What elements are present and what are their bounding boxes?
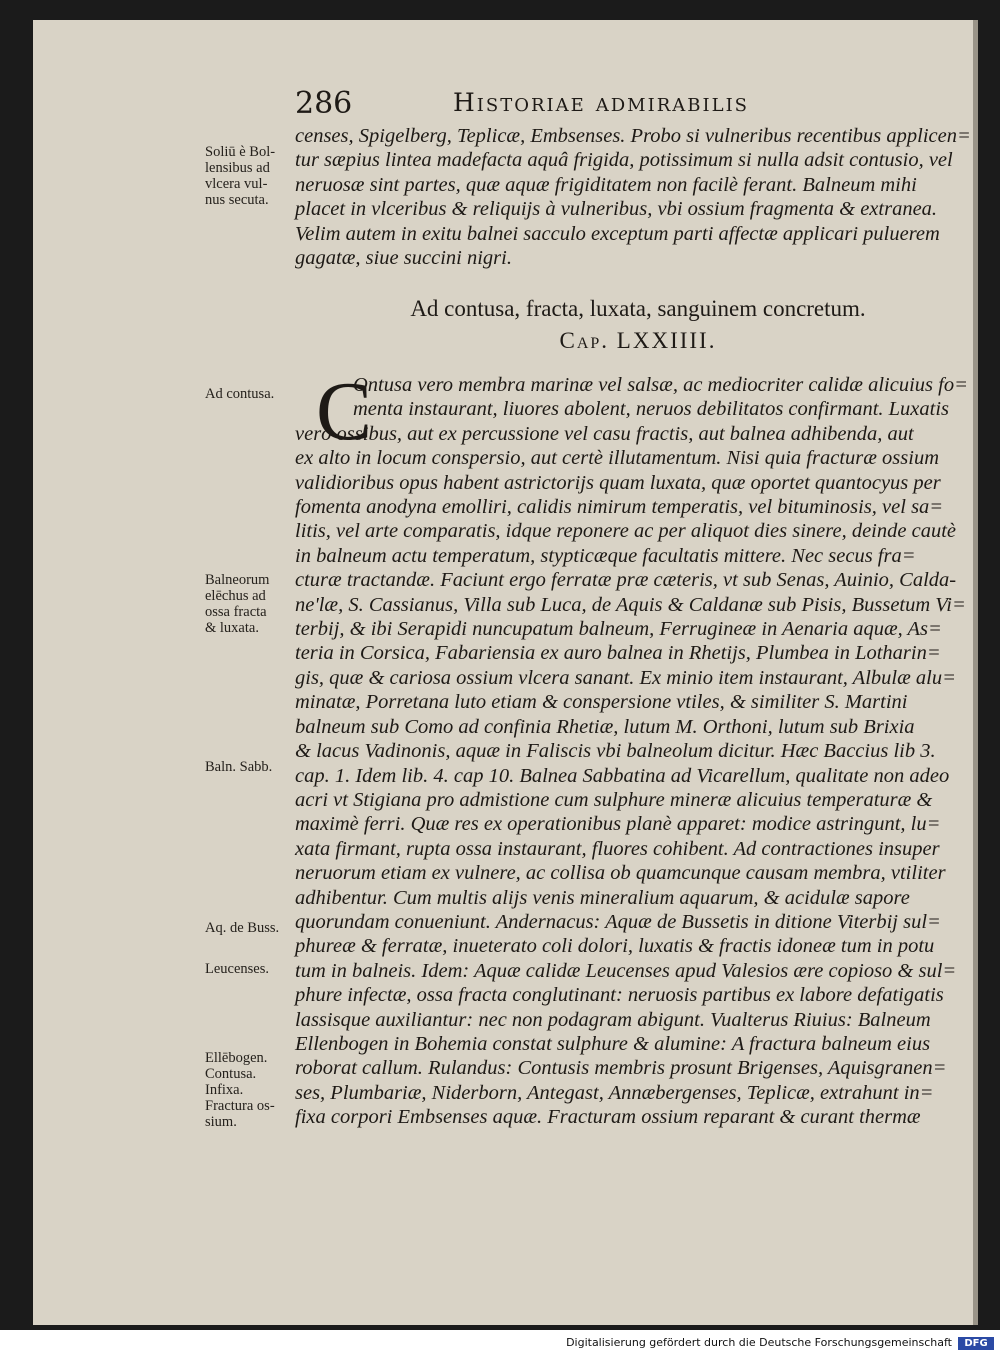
margin-note-ad-contusa bbox=[205, 386, 305, 402]
text-line: gagatæ, siue succini nigri. bbox=[295, 247, 512, 270]
margin-line: Ad contusa. bbox=[205, 386, 275, 402]
text-line: cap. 1. Idem lib. 4. cap 10. Balnea Sabbatina ad Vicarellum, qualitate non adeo bbox=[295, 764, 950, 787]
chapter-heading: Ad contusa, fracta, luxata, sanguinem concretum. bbox=[410, 296, 866, 321]
text-line: gis, quæ & cariosa ossium vlcera sanant. Ex minio item instaurant, Albulæ alu= bbox=[295, 666, 956, 689]
running-title: Historiae admirabilis bbox=[453, 88, 750, 117]
text-line: cturæ tractandæ. Faciunt ergo ferratæ præ cæteris, vt sub Senas, Auinio, Calda- bbox=[295, 569, 957, 592]
text-line: Velim autem in exitu balnei sacculo exceptum parti affectæ applicari puluerem bbox=[295, 222, 940, 245]
margin-line: Balneorum bbox=[205, 572, 270, 588]
text-line: Ontusa vero membra marinæ vel salsæ, ac mediocriter calidæ alicuius fo= bbox=[353, 374, 968, 396]
text-line: verò ossibus, aut ex percussione vel casu fractis, aut balnea adhibenda, aut bbox=[295, 422, 914, 445]
footer-credit: Digitalisierung gefördert durch die Deutsche Forschungsgemeinschaft bbox=[566, 1336, 952, 1349]
margin-line: Fractura os- bbox=[205, 1098, 275, 1114]
margin-note-solium bbox=[205, 144, 305, 208]
margin-line: vlcera vul- bbox=[205, 176, 268, 192]
text-line: teria in Corsica, Fabariensia ex auro balnea in Rhetijs, Plumbea in Lotharin= bbox=[295, 642, 941, 665]
text-line: ses, Plumbariæ, Niderborn, Antegast, Annæbergenses, Teplicæ, extrahunt in= bbox=[295, 1081, 934, 1104]
book-page bbox=[33, 20, 973, 1325]
text-line: neruorum etiam ex vulnere, ac collisa ob quamcunque causam membra, vtiliter bbox=[295, 862, 946, 885]
text-line: balneum sub Como ad confinia Rhetiæ, lutum M. Orthoni, lutum sub Brixia bbox=[295, 715, 915, 738]
text-line: terbij, & ibi Serapidi nuncupatum balneum, Ferrugineæ in Aenaria aquæ, As= bbox=[295, 618, 942, 641]
text-line: in balneum actu temperatum, stypticæque facultatis mittere. Nec secus fra= bbox=[295, 544, 916, 567]
text-line: tum in balneis. Idem: Aquæ calidæ Leucenses apud Valesios ære copioso & sul= bbox=[295, 959, 957, 982]
margin-line: elēchus ad bbox=[205, 588, 266, 604]
text-line: validioribus opus habent astrictorijs quam luxata, quæ oportet quantocyus per bbox=[295, 471, 941, 494]
drop-cap: C bbox=[316, 365, 373, 458]
text-line: tur sæpius lintea madefacta aquâ frigida, potissimum si nulla adsit contusio, vel bbox=[295, 149, 953, 172]
text-line: lassisque auxiliantur: nec non podagram abigunt. Vualterus Riuius: Balneum bbox=[295, 1008, 931, 1031]
margin-line: & luxata. bbox=[205, 620, 259, 636]
text-line: phureæ & ferratæ, inueterato coli dolori, luxatis & fractis idoneæ tum in potu bbox=[295, 935, 935, 958]
margin-line: Aq. de Buss. bbox=[205, 920, 280, 936]
margin-note-balneorum bbox=[205, 572, 305, 636]
text-line: xata firmant, rupta ossa instaurant, fluores cohibent. Ad contractiones insuper bbox=[295, 837, 940, 860]
text-line: neruosæ sint partes, quæ aquæ frigiditatem non facilè ferant. Balneum mihi bbox=[295, 173, 917, 196]
margin-note-baln-sabb bbox=[205, 759, 305, 775]
chapter-body bbox=[295, 373, 968, 1130]
text-line: phure infectæ, ossa fracta conglutinant: neruosis partibus ex labore defatigatis bbox=[295, 984, 944, 1007]
margin-note-aq-de-buss bbox=[205, 920, 305, 936]
margin-note-leucenses bbox=[205, 961, 305, 977]
dfg-logo: DFG bbox=[958, 1337, 994, 1350]
text-line: menta instaurant, liuores abolent, neruos debilitatos confirmant. Luxatis bbox=[353, 398, 950, 421]
margin-line: lensibus ad bbox=[205, 160, 270, 176]
text-line: fomenta anodyna emolliri, calidis nimirum temperatis, vel bituminosis, vel sa= bbox=[295, 496, 944, 519]
text-line: minatæ, Porretana luto etiam & conspersione vtiles, & similiter S. Martini bbox=[295, 691, 908, 714]
text-line: maximè ferri. Quæ res ex operationibus planè apparet: modice astringunt, lu= bbox=[295, 813, 941, 836]
footer-bar bbox=[0, 1334, 1000, 1353]
text-line: censes, Spigelberg, Teplicæ, Embsenses. Probo si vulneribus recentibus applicen= bbox=[295, 125, 971, 147]
text-line: litis, vel arte comparatis, idque reponere ac per aliquot dies sinere, deinde cautè bbox=[295, 520, 956, 543]
margin-line: sium. bbox=[205, 1114, 237, 1130]
margin-line: Contusa. bbox=[205, 1066, 257, 1082]
margin-line: nus secuta. bbox=[205, 192, 269, 208]
text-line: adhibentur. Cum multis alijs venis mineralium aquarum, & acidulæ sapore bbox=[295, 886, 910, 909]
text-line: placet in vlceribus & reliquijs à vulneribus, vbi ossium fragmenta & extranea. bbox=[295, 198, 938, 221]
page-number: 286 bbox=[295, 86, 353, 121]
text-line: ne'læ, S. Cassianus, Villa sub Luca, de Aquis & Caldanæ sub Pisis, Bussetum Vi= bbox=[295, 593, 966, 616]
margin-line: Ellēbogen. bbox=[205, 1050, 268, 1066]
text-line: Ellenbogen in Bohemia constat sulphure & alumine: A fractura balneum eius bbox=[295, 1032, 931, 1055]
margin-line: ossa fracta bbox=[205, 604, 267, 620]
text-line: & lacus Vadinonis, aquæ in Faliscis vbi balneolum dicitur. Hæc Baccius lib 3. bbox=[295, 740, 936, 763]
text-line: quorundam conueniunt. Andernacus: Aquæ de Bussetis in ditione Viterbij sul= bbox=[295, 910, 941, 933]
margin-line: Infixa. bbox=[205, 1082, 244, 1098]
margin-note-ellebogen bbox=[205, 1050, 305, 1130]
margin-line: Leucenses. bbox=[205, 961, 270, 977]
text-line: roborat callum. Rulandus: Contusis membris prosunt Brigenses, Aquisgranen= bbox=[295, 1057, 947, 1080]
margin-line: Soliū è Bol- bbox=[205, 144, 276, 160]
chapter-number: Cap. LXXIIII. bbox=[559, 328, 717, 353]
text-line: acri vt Stigiana pro admistione cum sulphure mineræ alicuius temperaturæ & bbox=[295, 788, 933, 811]
text-line: fixa corpori Embsenses aquæ. Fracturam ossium reparant & curant thermæ bbox=[295, 1106, 921, 1129]
text-line: ex alto in locum conspersio, aut certè illutamentum. Nisi quia fracturæ ossium bbox=[295, 447, 939, 470]
margin-line: Baln. Sabb. bbox=[205, 759, 273, 775]
top-text-block bbox=[295, 124, 971, 270]
